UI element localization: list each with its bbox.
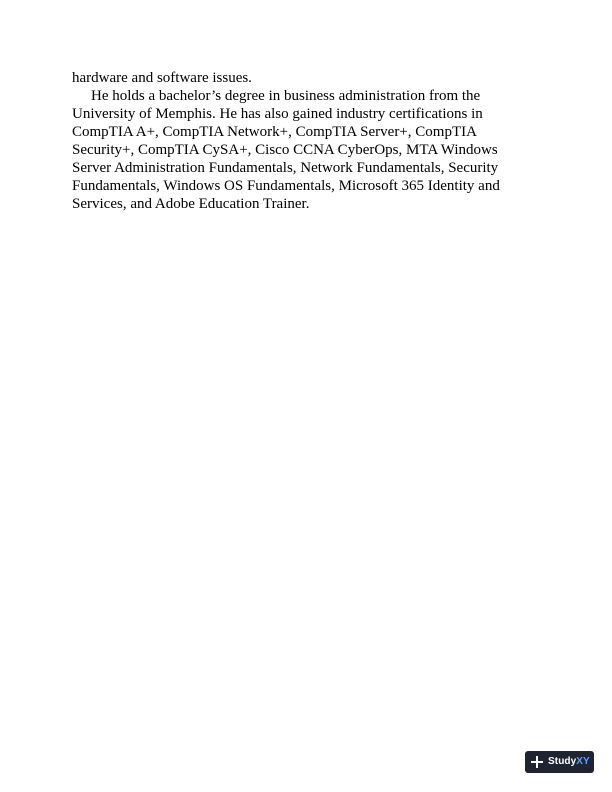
text-line: CompTIA A+, CompTIA Network+, CompTIA Server+, CompTIA xyxy=(72,124,477,140)
text-line: Server Administration Fundamentals, Network Fundamentals, Security xyxy=(72,160,499,176)
watermark-brand-accent: XY xyxy=(576,756,590,767)
text-line: hardware and software issues. xyxy=(72,70,252,86)
text-line: Services, and Adobe Education Trainer. xyxy=(72,196,310,212)
paragraph-first-line: He holds a bachelor’s degree in business administration from the xyxy=(91,88,481,104)
text-line: Security+, CompTIA CySA+, Cisco CCNA CyberOps, MTA Windows xyxy=(72,142,498,158)
body-text xyxy=(72,69,542,213)
studyxy-watermark-badge[interactable] xyxy=(525,751,594,773)
text-line: University of Memphis. He has also gained industry certifications in xyxy=(72,106,483,122)
watermark-label xyxy=(548,751,590,773)
plus-icon xyxy=(531,756,543,768)
watermark-brand-main: Study xyxy=(548,756,577,767)
text-line: Fundamentals, Windows OS Fundamentals, Microsoft 365 Identity and xyxy=(72,178,500,194)
